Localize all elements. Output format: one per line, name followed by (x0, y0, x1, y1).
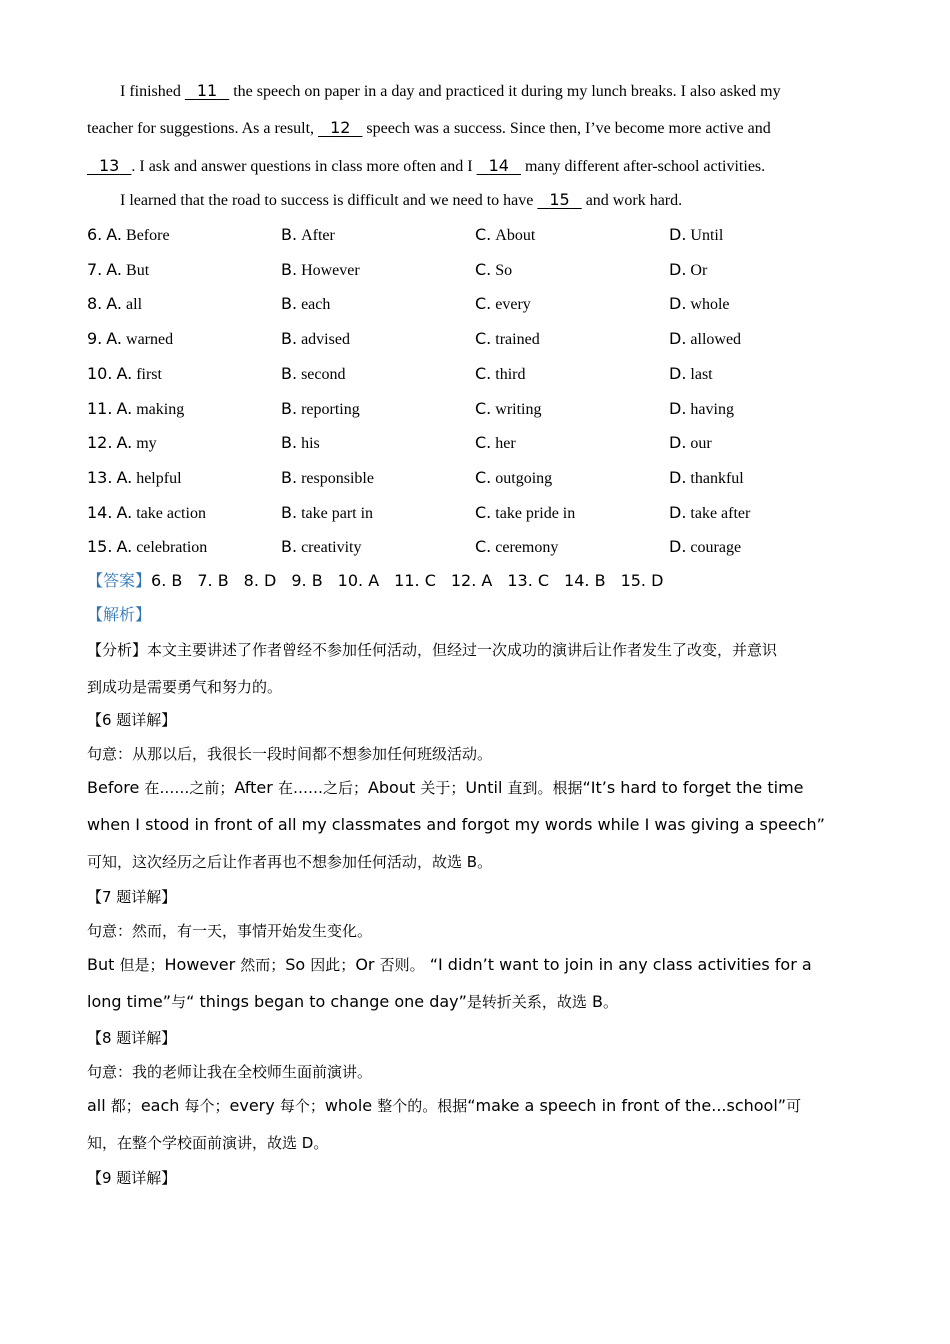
answer-item: 8. D (243, 571, 277, 590)
q6-sentence: 句意：从那以后，我很长一段时间都不想参加任何班级活动。 (87, 745, 493, 763)
text: every (229, 1096, 275, 1115)
question-number: 10. (87, 364, 113, 383)
text: many different after-school activities. (520, 158, 766, 175)
option-text: warned (126, 331, 174, 348)
option-c[interactable] (475, 467, 552, 490)
answer-item: 10. A (337, 571, 380, 590)
option-text: take part in (301, 505, 374, 522)
option-c[interactable] (475, 502, 575, 525)
option-text: celebration (136, 539, 208, 556)
option-letter: B. (281, 433, 298, 452)
option-d[interactable] (669, 293, 730, 316)
option-text: courage (690, 539, 742, 556)
option-c[interactable] (475, 259, 512, 282)
answer-item: 15. D (620, 571, 664, 590)
option-text: However (301, 262, 360, 279)
option-letter: B. (281, 468, 298, 487)
option-c[interactable] (475, 432, 516, 455)
option-a[interactable] (87, 328, 173, 351)
answer-item: 7. B (197, 571, 229, 590)
option-text: each (301, 296, 331, 313)
text: 因此； (310, 956, 356, 974)
option-text: So (495, 262, 513, 279)
text: 。 (477, 853, 493, 871)
option-letter: D. (669, 329, 687, 348)
option-letter: B. (281, 503, 298, 522)
option-letter: C. (475, 329, 492, 348)
answer-item: 12. A (450, 571, 493, 590)
option-a[interactable] (87, 467, 182, 490)
option-c[interactable] (475, 398, 541, 421)
text: 但是； (119, 956, 165, 974)
option-letter: D. (669, 225, 687, 244)
option-text: my (136, 435, 157, 452)
option-row (87, 432, 867, 454)
text: “It’s hard to forget the time (582, 778, 804, 797)
option-b[interactable] (281, 536, 361, 559)
answer-item: 11. C (394, 571, 436, 590)
passage-line-2 (87, 118, 867, 139)
option-d[interactable] (669, 467, 744, 490)
text: B (586, 992, 603, 1011)
option-letter: D. (669, 294, 687, 313)
option-text: creativity (301, 539, 362, 556)
option-d[interactable] (669, 363, 713, 386)
option-text: But (126, 262, 150, 279)
option-b[interactable] (281, 293, 330, 316)
option-row (87, 502, 867, 524)
text: “make a speech in front of the...school” (467, 1096, 787, 1115)
text: Until (465, 778, 503, 797)
option-text: having (690, 401, 734, 418)
question-number: 14. (87, 503, 113, 522)
option-d[interactable] (669, 398, 734, 421)
option-b[interactable] (281, 398, 360, 421)
option-letter: C. (475, 260, 492, 279)
option-letter: A. (116, 399, 133, 418)
text: 每个； (279, 1097, 325, 1115)
option-a[interactable] (87, 502, 206, 525)
question-number: 12. (87, 433, 113, 452)
option-letter: B. (281, 329, 298, 348)
option-text: reporting (301, 401, 360, 418)
option-d[interactable] (669, 259, 707, 282)
text: . I ask and answer questions in class more often and I (131, 158, 477, 175)
q6-explain-1 (87, 778, 867, 798)
passage-line-1 (120, 81, 900, 102)
option-letter: C. (475, 503, 492, 522)
option-text: whole (690, 296, 730, 313)
option-letter: B. (281, 260, 298, 279)
option-letter: A. (116, 364, 133, 383)
option-b[interactable] (281, 432, 320, 455)
option-letter: A. (116, 433, 133, 452)
option-letter: C. (475, 537, 492, 556)
option-letter: A. (116, 537, 133, 556)
option-text: ceremony (495, 539, 559, 556)
text: long time” (87, 992, 172, 1011)
answer-item: 9. B (291, 571, 323, 590)
option-b[interactable] (281, 328, 350, 351)
q7-explain-2 (87, 992, 867, 1012)
text: 在……之后； (277, 779, 368, 797)
text: I learned that the road to success is difficult and we need to have (120, 192, 538, 209)
blank-12[interactable]: 12 (330, 118, 351, 137)
analysis-label-line (87, 605, 867, 626)
option-letter: C. (475, 294, 492, 313)
option-text: allowed (690, 331, 742, 348)
text: speech was a success. Since then, I’ve become more active and (362, 120, 771, 137)
option-c[interactable] (475, 536, 558, 559)
analysis-summary-1: 【分析】本文主要讲述了作者曾经不参加任何活动，但经过一次成功的演讲后让作者发生了改变，并意识 (87, 641, 778, 659)
option-letter: A. (106, 294, 123, 313)
option-text: take action (136, 505, 206, 522)
blank-11[interactable]: 11 (196, 81, 218, 100)
option-letter: A. (106, 329, 123, 348)
option-row (87, 536, 867, 558)
option-letter: C. (475, 364, 492, 383)
option-a[interactable] (87, 259, 149, 282)
option-letter: B. (281, 225, 298, 244)
option-row (87, 224, 867, 246)
answer-items (151, 573, 678, 590)
question-number: 9. (87, 329, 103, 348)
answer-label: 【答案】 (87, 571, 152, 590)
answer-item: 13. C (507, 571, 550, 590)
answer-line (87, 571, 867, 592)
option-letter: A. (106, 225, 123, 244)
q6-explain-3 (87, 852, 867, 872)
text: But (87, 955, 115, 974)
text: I finished (120, 83, 185, 100)
text: 否则。 (379, 956, 425, 974)
option-a[interactable] (87, 293, 142, 316)
option-text: About (495, 227, 536, 244)
text: B (462, 853, 478, 871)
option-text: Or (690, 262, 708, 279)
option-c[interactable] (475, 328, 540, 351)
option-text: first (136, 366, 162, 383)
q8-explain-2 (87, 1133, 867, 1153)
blank-15[interactable]: 15 (549, 190, 570, 209)
option-c[interactable] (475, 363, 525, 386)
q6-title: 【6 题详解】 (87, 711, 177, 729)
blank-14[interactable]: 14 (488, 156, 509, 175)
option-letter: D. (669, 503, 687, 522)
question-number: 7. (87, 260, 103, 279)
option-text: After (301, 227, 335, 244)
question-number: 6. (87, 225, 103, 244)
option-letter: D. (669, 399, 687, 418)
option-d[interactable] (669, 328, 741, 351)
text: 可知，这次经历之后让作者再也不想参加任何活动，故选 (87, 853, 463, 871)
option-text: Before (126, 227, 170, 244)
question-number: 13. (87, 468, 113, 487)
option-letter: A. (116, 503, 133, 522)
question-number: 11. (87, 399, 113, 418)
option-text: his (301, 435, 320, 452)
option-c[interactable] (475, 224, 535, 247)
text: 在……之前； (144, 779, 235, 797)
option-letter: C. (475, 433, 492, 452)
option-text: making (136, 401, 185, 418)
option-a[interactable] (87, 536, 207, 559)
question-number: 8. (87, 294, 103, 313)
option-letter: A. (116, 468, 133, 487)
option-text: writing (495, 401, 542, 418)
option-text: Until (690, 227, 724, 244)
option-letter: C. (475, 468, 492, 487)
q6-explain-2: when I stood in front of all my classmates and forgot my words while I was giving a speech” (87, 815, 825, 834)
option-row (87, 259, 867, 281)
text: 知，在整个学校面前演讲，故选 (87, 1134, 298, 1152)
option-b[interactable] (281, 502, 373, 525)
text: the speech on paper in a day and practiced it during my lunch breaks. I also asked my (229, 83, 781, 100)
text: 是转折关系，故选 (466, 993, 587, 1011)
text: 整个的。根据 (377, 1097, 468, 1115)
text: About (367, 778, 416, 797)
option-row (87, 467, 867, 489)
option-text: all (126, 296, 143, 313)
option-text: trained (495, 331, 540, 348)
q8-explain-1 (87, 1096, 867, 1116)
text: However (164, 955, 236, 974)
option-letter: D. (669, 537, 687, 556)
text: 可 (786, 1097, 802, 1115)
option-c[interactable] (475, 293, 531, 316)
option-d[interactable] (669, 224, 723, 247)
q9-title: 【9 题详解】 (87, 1169, 177, 1187)
text: 。 (313, 1134, 329, 1152)
text: teacher for suggestions. As a result, (87, 120, 319, 137)
text: Before (87, 778, 140, 797)
text: whole (324, 1096, 373, 1115)
text: D (297, 1134, 314, 1152)
option-b[interactable] (281, 259, 360, 282)
q7-title: 【7 题详解】 (87, 888, 177, 906)
option-letter: B. (281, 537, 298, 556)
option-a[interactable] (87, 363, 162, 386)
answer-item: 6. B (151, 571, 183, 590)
option-a[interactable] (87, 432, 157, 455)
text: 直到。根据 (507, 779, 583, 797)
q7-explain-1 (87, 955, 867, 975)
option-letter: B. (281, 364, 298, 383)
option-text: her (495, 435, 516, 452)
option-text: our (690, 435, 712, 452)
option-letter: D. (669, 260, 687, 279)
text: 然而； (240, 956, 286, 974)
option-b[interactable] (281, 224, 335, 247)
text: Or (355, 955, 375, 974)
option-text: outgoing (495, 470, 553, 487)
text: 都； (110, 1097, 141, 1115)
q8-title: 【8 题详解】 (87, 1029, 177, 1047)
option-text: helpful (136, 470, 182, 487)
question-number: 15. (87, 537, 113, 556)
option-a[interactable] (87, 398, 184, 421)
option-letter: D. (669, 364, 687, 383)
text: and work hard. (581, 192, 683, 209)
option-text: take after (690, 505, 751, 522)
option-letter: B. (281, 294, 298, 313)
option-letter: A. (106, 260, 123, 279)
analysis-label: 【解析】 (87, 605, 152, 624)
text: all (87, 1096, 106, 1115)
blank-13[interactable]: 13 (99, 156, 120, 175)
text: 。 (603, 993, 619, 1011)
option-text: thankful (690, 470, 744, 487)
text: “I didn’t want to join in any class activities for a (429, 955, 812, 974)
option-text: take pride in (495, 505, 576, 522)
option-letter: C. (475, 225, 492, 244)
text: 关于； (420, 779, 466, 797)
option-text: third (495, 366, 526, 383)
text: each (140, 1096, 180, 1115)
text: “ things began to change one day” (186, 992, 467, 1011)
text: 与 (171, 993, 187, 1011)
text: So (285, 955, 306, 974)
option-text: responsible (301, 470, 374, 487)
text: 每个； (184, 1097, 230, 1115)
option-b[interactable] (281, 467, 374, 490)
option-d[interactable] (669, 536, 741, 559)
option-text: second (301, 366, 346, 383)
option-a[interactable] (87, 224, 170, 247)
option-b[interactable] (281, 363, 346, 386)
option-row (87, 363, 867, 385)
option-text: last (690, 366, 713, 383)
option-row (87, 328, 867, 350)
passage-line-3 (87, 156, 867, 177)
option-letter: D. (669, 433, 687, 452)
q8-sentence: 句意：我的老师让我在全校师生面前演讲。 (87, 1063, 373, 1081)
option-letter: C. (475, 399, 492, 418)
option-text: advised (301, 331, 350, 348)
answer-item: 14. B (564, 571, 606, 590)
q7-sentence: 句意：然而，有一天，事情开始发生变化。 (87, 922, 373, 940)
text: After (234, 778, 273, 797)
option-d[interactable] (669, 502, 750, 525)
option-row (87, 293, 867, 315)
option-letter: B. (281, 399, 298, 418)
analysis-summary-2: 到成功是需要勇气和努力的。 (87, 678, 283, 696)
passage-line-4 (120, 190, 900, 211)
option-letter: D. (669, 468, 687, 487)
option-row (87, 398, 867, 420)
option-d[interactable] (669, 432, 712, 455)
option-text: every (495, 296, 531, 313)
